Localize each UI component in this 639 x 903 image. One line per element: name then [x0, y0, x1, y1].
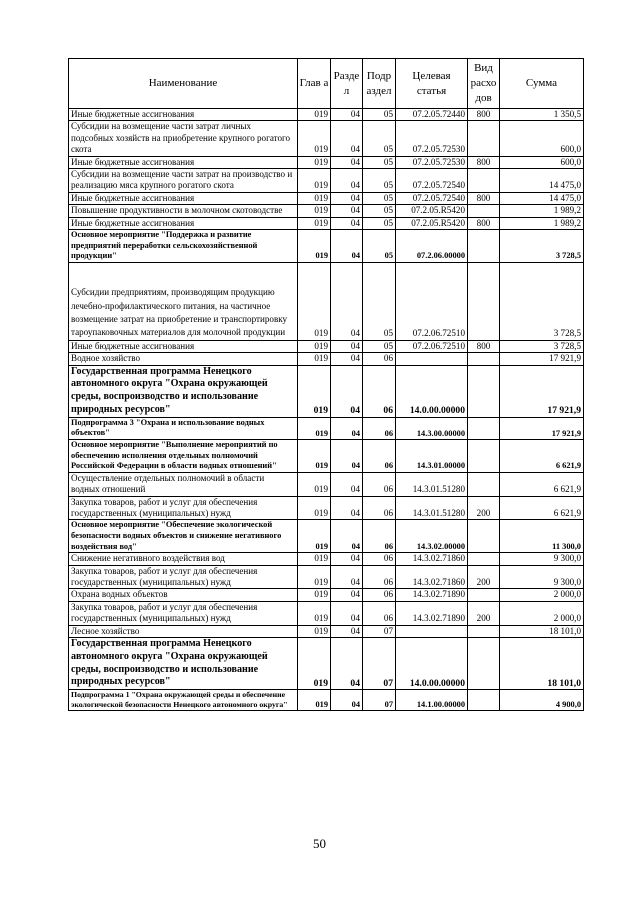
row-target: 14.3.00.00000 [396, 417, 468, 439]
row-subsection: 05 [363, 262, 396, 340]
row-type [468, 472, 500, 496]
table-row [69, 230, 584, 263]
row-subsection: 06 [363, 589, 396, 601]
row-subsection: 05 [363, 169, 396, 193]
row-section: 04 [331, 230, 363, 263]
row-amount: 14 475,0 [500, 192, 584, 204]
budget-table [68, 58, 584, 711]
row-type [468, 520, 500, 553]
table-row [69, 169, 584, 193]
table-row [69, 417, 584, 439]
row-subsection: 07 [363, 638, 396, 690]
row-target: 07.2.05.72530 [396, 156, 468, 168]
row-type [468, 169, 500, 193]
row-amount: 3 728,5 [500, 230, 584, 263]
row-target: 07.2.05.72540 [396, 192, 468, 204]
row-subsection: 06 [363, 496, 396, 520]
row-amount: 11 300,0 [500, 520, 584, 553]
row-type [468, 417, 500, 439]
row-name: Иные бюджетные ассигнования [69, 109, 298, 121]
row-subsection: 05 [363, 156, 396, 168]
row-amount: 2 000,0 [500, 601, 584, 625]
row-chapter: 019 [298, 440, 331, 473]
row-target: 14.0.00.00000 [396, 638, 468, 690]
row-type [468, 121, 500, 156]
row-name: Основное мероприятие "Поддержка и развитие предприятий переработки сельскохозяйственной продукции" [69, 230, 298, 263]
row-type [468, 365, 500, 417]
row-amount: 17 921,9 [500, 365, 584, 417]
row-subsection: 05 [363, 217, 396, 229]
row-name: Иные бюджетные ассигнования [69, 217, 298, 229]
row-type: 200 [468, 565, 500, 589]
table-row [69, 205, 584, 217]
row-type [468, 625, 500, 637]
row-target: 14.3.02.71890 [396, 589, 468, 601]
row-name: Закупка товаров, работ и услуг для обеспечения государственных (муниципальных) нужд [69, 601, 298, 625]
row-section: 04 [331, 565, 363, 589]
row-type [468, 353, 500, 365]
header-row [69, 59, 584, 109]
row-name: Субсидии на возмещение части затрат личных подсобных хозяйств на приобретение крупного рогатого скота [69, 121, 298, 156]
row-chapter: 019 [298, 625, 331, 637]
table-row [69, 340, 584, 352]
row-subsection: 06 [363, 365, 396, 417]
row-type: 800 [468, 217, 500, 229]
row-section: 04 [331, 638, 363, 690]
row-name: Основное мероприятие "Обеспечение экологической безопасности водных объектов и снижение негативного воздействия вод" [69, 520, 298, 553]
table-row [69, 601, 584, 625]
row-section: 04 [331, 192, 363, 204]
row-name: Подпрограмма 3 "Охрана и использование водных объектов" [69, 417, 298, 439]
row-chapter: 019 [298, 589, 331, 601]
row-amount: 9 300,0 [500, 565, 584, 589]
row-subsection: 06 [363, 353, 396, 365]
row-section: 04 [331, 353, 363, 365]
table-row [69, 690, 584, 711]
row-amount: 17 921,9 [500, 417, 584, 439]
row-name: Водное хозяйство [69, 353, 298, 365]
row-section: 04 [331, 417, 363, 439]
row-amount: 6 621,9 [500, 496, 584, 520]
row-amount: 2 000,0 [500, 589, 584, 601]
row-chapter: 019 [298, 169, 331, 193]
row-chapter: 019 [298, 217, 331, 229]
row-name: Государственная программа Ненецкого автономного округа "Охрана окружающей среды, воспроизводство и использование природных ресурсов" [69, 638, 298, 690]
row-amount: 3 728,5 [500, 262, 584, 340]
row-target: 14.3.02.00000 [396, 520, 468, 553]
row-amount: 4 900,0 [500, 690, 584, 711]
table-row [69, 553, 584, 565]
row-type [468, 230, 500, 263]
row-name: Повышение продуктивности в молочном скотоводстве [69, 205, 298, 217]
table-row [69, 496, 584, 520]
row-chapter: 019 [298, 365, 331, 417]
row-target: 07.2.05.R5420 [396, 205, 468, 217]
row-amount: 3 728,5 [500, 340, 584, 352]
row-section: 04 [331, 496, 363, 520]
table-row [69, 440, 584, 473]
row-subsection: 05 [363, 192, 396, 204]
row-target: 07.2.05.R5420 [396, 217, 468, 229]
row-chapter: 019 [298, 520, 331, 553]
row-amount: 6 621,9 [500, 440, 584, 473]
row-name: Подпрограмма 1 "Охрана окружающей среды и обеспечение экологической безопасности Ненецкого автономного округа" [69, 690, 298, 711]
table-row [69, 156, 584, 168]
row-subsection: 06 [363, 565, 396, 589]
row-amount: 18 101,0 [500, 625, 584, 637]
row-type: 800 [468, 340, 500, 352]
row-amount: 1 350,5 [500, 109, 584, 121]
row-name: Снижение негативного воздействия вод [69, 553, 298, 565]
row-subsection: 06 [363, 417, 396, 439]
header-chapter: Глав а [298, 59, 331, 109]
table-row [69, 638, 584, 690]
header-section: Разде л [331, 59, 363, 109]
row-type [468, 690, 500, 711]
table-row [69, 520, 584, 553]
row-name: Охрана водных объектов [69, 589, 298, 601]
row-amount: 14 475,0 [500, 169, 584, 193]
row-section: 04 [331, 169, 363, 193]
row-subsection: 05 [363, 230, 396, 263]
row-target: 14.3.02.71860 [396, 553, 468, 565]
table-row [69, 217, 584, 229]
table-row [69, 365, 584, 417]
table-row [69, 565, 584, 589]
row-name: Осуществление отдельных полномочий в области водных отношений [69, 472, 298, 496]
row-name: Лесное хозяйство [69, 625, 298, 637]
row-target: 14.3.02.71860 [396, 565, 468, 589]
row-type: 200 [468, 601, 500, 625]
row-target [396, 625, 468, 637]
row-target [396, 353, 468, 365]
row-name: Закупка товаров, работ и услуг для обеспечения государственных (муниципальных) нужд [69, 565, 298, 589]
row-target: 07.2.05.72540 [396, 169, 468, 193]
row-type: 800 [468, 109, 500, 121]
row-chapter: 019 [298, 601, 331, 625]
row-subsection: 06 [363, 440, 396, 473]
row-section: 04 [331, 262, 363, 340]
table-row [69, 109, 584, 121]
row-chapter: 019 [298, 353, 331, 365]
row-chapter: 019 [298, 553, 331, 565]
row-chapter: 019 [298, 638, 331, 690]
row-chapter: 019 [298, 417, 331, 439]
row-amount: 17 921,9 [500, 353, 584, 365]
row-amount: 1 989,2 [500, 205, 584, 217]
row-subsection: 06 [363, 472, 396, 496]
row-name: Закупка товаров, работ и услуг для обеспечения государственных (муниципальных) нужд [69, 496, 298, 520]
row-section: 04 [331, 156, 363, 168]
row-section: 04 [331, 690, 363, 711]
row-amount: 6 621,9 [500, 472, 584, 496]
row-section: 04 [331, 109, 363, 121]
row-subsection: 05 [363, 109, 396, 121]
row-type: 800 [468, 192, 500, 204]
row-amount: 600,0 [500, 156, 584, 168]
row-target: 14.3.01.51280 [396, 472, 468, 496]
header-name: Наименование [69, 59, 298, 109]
row-type: 200 [468, 496, 500, 520]
row-subsection: 05 [363, 121, 396, 156]
row-name: Иные бюджетные ассигнования [69, 340, 298, 352]
table-row [69, 472, 584, 496]
table-row [69, 589, 584, 601]
row-name: Субсидии на возмещение части затрат на производство и реализацию мяса крупного рогатого скота [69, 169, 298, 193]
header-target: Целевая статья [396, 59, 468, 109]
row-chapter: 019 [298, 340, 331, 352]
row-type [468, 205, 500, 217]
row-section: 04 [331, 472, 363, 496]
row-target: 14.0.00.00000 [396, 365, 468, 417]
table-row [69, 121, 584, 156]
row-section: 04 [331, 217, 363, 229]
row-chapter: 019 [298, 690, 331, 711]
table-row [69, 625, 584, 637]
row-target: 07.2.05.72530 [396, 121, 468, 156]
row-section: 04 [331, 589, 363, 601]
row-chapter: 019 [298, 565, 331, 589]
table-row [69, 192, 584, 204]
row-section: 04 [331, 340, 363, 352]
row-name: Основное мероприятие "Выполнение мероприятий по обеспечению исполнения отдельных полномочий Российской Федерации в области водных отношений" [69, 440, 298, 473]
row-chapter: 019 [298, 230, 331, 263]
row-type [468, 553, 500, 565]
row-subsection: 07 [363, 690, 396, 711]
row-section: 04 [331, 520, 363, 553]
row-name: Иные бюджетные ассигнования [69, 156, 298, 168]
row-section: 04 [331, 625, 363, 637]
row-target: 07.2.06.72510 [396, 340, 468, 352]
row-target: 07.2.06.72510 [396, 262, 468, 340]
row-subsection: 05 [363, 340, 396, 352]
row-subsection: 05 [363, 205, 396, 217]
row-subsection: 06 [363, 553, 396, 565]
row-target: 14.3.01.00000 [396, 440, 468, 473]
row-chapter: 019 [298, 262, 331, 340]
row-name: Субсидии предприятиям, производящим продукцию лечебно-профилактического питания, на частичное возмещение затрат на приобретение и транспортировку тароупаковочных материалов для молочной продукции [69, 262, 298, 340]
row-section: 04 [331, 365, 363, 417]
row-name: Государственная программа Ненецкого автономного округа "Охрана окружающей среды, воспроизводство и использование природных ресурсов" [69, 365, 298, 417]
table-row [69, 262, 584, 340]
header-type: Вид расхо дов [468, 59, 500, 109]
row-subsection: 06 [363, 601, 396, 625]
row-section: 04 [331, 205, 363, 217]
row-type: 800 [468, 156, 500, 168]
row-target: 14.3.02.71890 [396, 601, 468, 625]
row-chapter: 019 [298, 205, 331, 217]
header-amount: Сумма [500, 59, 584, 109]
row-section: 04 [331, 121, 363, 156]
table-row [69, 353, 584, 365]
row-section: 04 [331, 440, 363, 473]
row-type [468, 262, 500, 340]
row-subsection: 06 [363, 520, 396, 553]
row-target: 14.3.01.51280 [396, 496, 468, 520]
row-target: 07.2.06.00000 [396, 230, 468, 263]
row-chapter: 019 [298, 156, 331, 168]
header-subsection: Подр аздел [363, 59, 396, 109]
row-chapter: 019 [298, 109, 331, 121]
row-chapter: 019 [298, 121, 331, 156]
row-chapter: 019 [298, 472, 331, 496]
row-amount: 600,0 [500, 121, 584, 156]
row-type [468, 589, 500, 601]
row-amount: 1 989,2 [500, 217, 584, 229]
row-amount: 9 300,0 [500, 553, 584, 565]
row-section: 04 [331, 601, 363, 625]
row-chapter: 019 [298, 496, 331, 520]
row-type [468, 638, 500, 690]
row-target: 07.2.05.72440 [396, 109, 468, 121]
row-chapter: 019 [298, 192, 331, 204]
row-section: 04 [331, 553, 363, 565]
page-number: 50 [313, 836, 326, 851]
row-amount: 18 101,0 [500, 638, 584, 690]
row-name: Иные бюджетные ассигнования [69, 192, 298, 204]
row-subsection: 07 [363, 625, 396, 637]
row-type [468, 440, 500, 473]
row-target: 14.1.00.00000 [396, 690, 468, 711]
